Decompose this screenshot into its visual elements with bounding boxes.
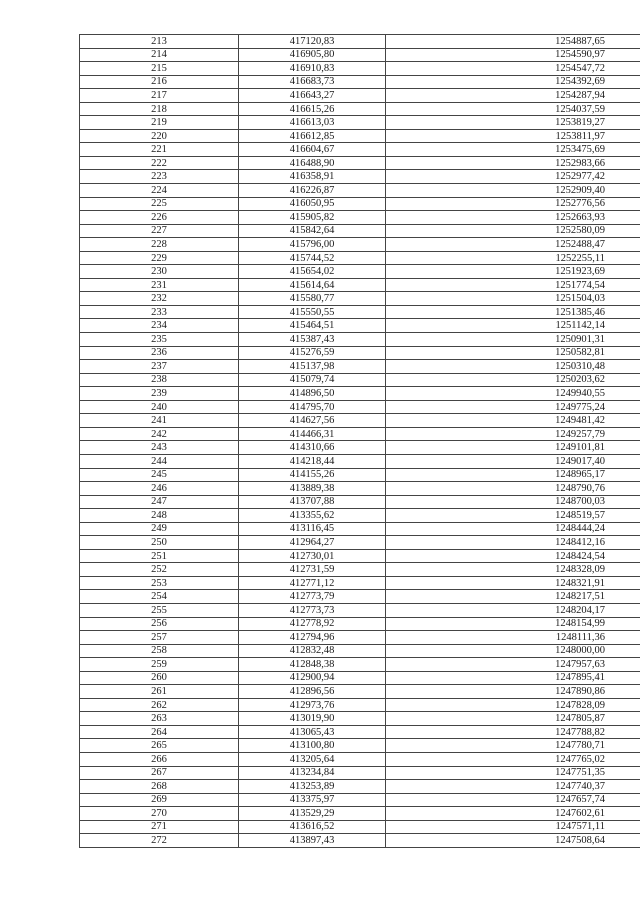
x-coordinate-cell: 412900,94 (239, 671, 386, 685)
x-coordinate-cell: 412794,96 (239, 631, 386, 645)
x-coordinate-cell: 413375,97 (239, 793, 386, 807)
point-number-cell: 269 (80, 793, 239, 807)
point-number-cell: 271 (80, 820, 239, 834)
point-number-cell: 255 (80, 603, 239, 617)
point-number-cell: 234 (80, 319, 239, 333)
point-number-cell: 226 (80, 211, 239, 225)
y-coordinate-cell: 1247890,86 (386, 685, 640, 699)
y-coordinate-cell: 1247508,64 (386, 834, 640, 848)
y-coordinate-cell: 1249775,24 (386, 400, 640, 414)
x-coordinate-cell: 416604,67 (239, 143, 386, 157)
point-number-cell: 272 (80, 834, 239, 848)
point-number-cell: 250 (80, 536, 239, 550)
table-row (80, 333, 640, 347)
table-row (80, 739, 640, 753)
x-coordinate-cell: 416488,90 (239, 156, 386, 170)
x-coordinate-cell: 412848,38 (239, 658, 386, 672)
table-row (80, 319, 640, 333)
table-row (80, 35, 640, 49)
point-number-cell: 268 (80, 780, 239, 794)
table-row (80, 129, 640, 143)
table-row (80, 522, 640, 536)
point-number-cell: 244 (80, 454, 239, 468)
point-number-cell: 242 (80, 427, 239, 441)
x-coordinate-cell: 412832,48 (239, 644, 386, 658)
point-number-cell: 267 (80, 766, 239, 780)
point-number-cell: 230 (80, 265, 239, 279)
x-coordinate-cell: 414896,50 (239, 387, 386, 401)
y-coordinate-cell: 1249017,40 (386, 454, 640, 468)
y-coordinate-cell: 1250582,81 (386, 346, 640, 360)
point-number-cell: 215 (80, 62, 239, 76)
x-coordinate-cell: 413616,52 (239, 820, 386, 834)
point-number-cell: 248 (80, 509, 239, 523)
x-coordinate-cell: 412973,76 (239, 698, 386, 712)
y-coordinate-cell: 1254037,59 (386, 102, 640, 116)
table-row (80, 685, 640, 699)
y-coordinate-cell: 1247740,37 (386, 780, 640, 794)
table-row (80, 766, 640, 780)
point-number-cell: 216 (80, 75, 239, 89)
table-row (80, 387, 640, 401)
point-number-cell: 260 (80, 671, 239, 685)
y-coordinate-cell: 1251142,14 (386, 319, 640, 333)
y-coordinate-cell: 1251385,46 (386, 305, 640, 319)
table-row (80, 712, 640, 726)
point-number-cell: 238 (80, 373, 239, 387)
y-coordinate-cell: 1248700,03 (386, 495, 640, 509)
y-coordinate-cell: 1252255,11 (386, 251, 640, 265)
table-row (80, 482, 640, 496)
table-row (80, 400, 640, 414)
x-coordinate-cell: 416683,73 (239, 75, 386, 89)
point-number-cell: 241 (80, 414, 239, 428)
table-row (80, 617, 640, 631)
y-coordinate-cell: 1247828,09 (386, 698, 640, 712)
table-row (80, 373, 640, 387)
table-row (80, 102, 640, 116)
table-row (80, 725, 640, 739)
table-row (80, 631, 640, 645)
x-coordinate-cell: 415387,43 (239, 333, 386, 347)
x-coordinate-cell: 413234,84 (239, 766, 386, 780)
y-coordinate-cell: 1249481,42 (386, 414, 640, 428)
point-number-cell: 270 (80, 807, 239, 821)
table-row (80, 89, 640, 103)
y-coordinate-cell: 1248154,99 (386, 617, 640, 631)
table-row (80, 346, 640, 360)
x-coordinate-cell: 412778,92 (239, 617, 386, 631)
y-coordinate-cell: 1250901,31 (386, 333, 640, 347)
x-coordinate-cell: 415464,51 (239, 319, 386, 333)
point-number-cell: 247 (80, 495, 239, 509)
table-row (80, 251, 640, 265)
x-coordinate-cell: 416615,26 (239, 102, 386, 116)
point-number-cell: 235 (80, 333, 239, 347)
x-coordinate-cell: 412896,56 (239, 685, 386, 699)
x-coordinate-cell: 413897,43 (239, 834, 386, 848)
point-number-cell: 258 (80, 644, 239, 658)
x-coordinate-cell: 413707,88 (239, 495, 386, 509)
point-number-cell: 237 (80, 360, 239, 374)
x-coordinate-cell: 412773,73 (239, 603, 386, 617)
y-coordinate-cell: 1247765,02 (386, 752, 640, 766)
x-coordinate-cell: 415796,00 (239, 238, 386, 252)
y-coordinate-cell: 1252488,47 (386, 238, 640, 252)
y-coordinate-cell: 1248321,91 (386, 576, 640, 590)
table-row (80, 698, 640, 712)
y-coordinate-cell: 1248111,36 (386, 631, 640, 645)
x-coordinate-cell: 415550,55 (239, 305, 386, 319)
y-coordinate-cell: 1247780,71 (386, 739, 640, 753)
table-row (80, 184, 640, 198)
x-coordinate-cell: 413116,45 (239, 522, 386, 536)
x-coordinate-cell: 416050,95 (239, 197, 386, 211)
point-number-cell: 219 (80, 116, 239, 130)
x-coordinate-cell: 413019,90 (239, 712, 386, 726)
point-number-cell: 251 (80, 549, 239, 563)
point-number-cell: 264 (80, 725, 239, 739)
x-coordinate-cell: 415137,98 (239, 360, 386, 374)
x-coordinate-cell: 415744,52 (239, 251, 386, 265)
point-number-cell: 233 (80, 305, 239, 319)
y-coordinate-cell: 1248965,17 (386, 468, 640, 482)
x-coordinate-cell: 412771,12 (239, 576, 386, 590)
x-coordinate-cell: 413253,89 (239, 780, 386, 794)
y-coordinate-cell: 1254287,94 (386, 89, 640, 103)
x-coordinate-cell: 413065,43 (239, 725, 386, 739)
x-coordinate-cell: 415580,77 (239, 292, 386, 306)
table-row (80, 292, 640, 306)
point-number-cell: 261 (80, 685, 239, 699)
point-number-cell: 214 (80, 48, 239, 62)
point-number-cell: 263 (80, 712, 239, 726)
table-row (80, 603, 640, 617)
point-number-cell: 249 (80, 522, 239, 536)
table-row (80, 224, 640, 238)
table-row (80, 509, 640, 523)
point-number-cell: 227 (80, 224, 239, 238)
table-row (80, 536, 640, 550)
x-coordinate-cell: 415654,02 (239, 265, 386, 279)
x-coordinate-cell: 414310,66 (239, 441, 386, 455)
table-row (80, 807, 640, 821)
table-row (80, 48, 640, 62)
table-row (80, 414, 640, 428)
table-row (80, 780, 640, 794)
point-number-cell: 232 (80, 292, 239, 306)
y-coordinate-cell: 1248424,54 (386, 549, 640, 563)
point-number-cell: 262 (80, 698, 239, 712)
point-number-cell: 256 (80, 617, 239, 631)
point-number-cell: 218 (80, 102, 239, 116)
point-number-cell: 257 (80, 631, 239, 645)
point-number-cell: 221 (80, 143, 239, 157)
x-coordinate-cell: 416358,91 (239, 170, 386, 184)
table-row (80, 197, 640, 211)
y-coordinate-cell: 1248412,16 (386, 536, 640, 550)
x-coordinate-cell: 415842,64 (239, 224, 386, 238)
y-coordinate-cell: 1249257,79 (386, 427, 640, 441)
x-coordinate-cell: 413889,38 (239, 482, 386, 496)
point-number-cell: 259 (80, 658, 239, 672)
point-number-cell: 265 (80, 739, 239, 753)
x-coordinate-cell: 415079,74 (239, 373, 386, 387)
point-number-cell: 254 (80, 590, 239, 604)
y-coordinate-cell: 1248790,76 (386, 482, 640, 496)
y-coordinate-cell: 1249101,81 (386, 441, 640, 455)
x-coordinate-cell: 416643,27 (239, 89, 386, 103)
point-number-cell: 223 (80, 170, 239, 184)
y-coordinate-cell: 1253819,27 (386, 116, 640, 130)
table-row (80, 576, 640, 590)
table-row (80, 671, 640, 685)
x-coordinate-cell: 412773,79 (239, 590, 386, 604)
coordinates-table (79, 34, 640, 848)
x-coordinate-cell: 412730,01 (239, 549, 386, 563)
x-coordinate-cell: 415614,64 (239, 278, 386, 292)
table-row (80, 62, 640, 76)
y-coordinate-cell: 1250203,62 (386, 373, 640, 387)
table-row (80, 143, 640, 157)
y-coordinate-cell: 1252663,93 (386, 211, 640, 225)
point-number-cell: 252 (80, 563, 239, 577)
table-row (80, 793, 640, 807)
point-number-cell: 222 (80, 156, 239, 170)
x-coordinate-cell: 416226,87 (239, 184, 386, 198)
x-coordinate-cell: 415905,82 (239, 211, 386, 225)
y-coordinate-cell: 1251504,03 (386, 292, 640, 306)
table-row (80, 441, 640, 455)
x-coordinate-cell: 414218,44 (239, 454, 386, 468)
y-coordinate-cell: 1252776,56 (386, 197, 640, 211)
point-number-cell: 240 (80, 400, 239, 414)
x-coordinate-cell: 416910,83 (239, 62, 386, 76)
x-coordinate-cell: 412731,59 (239, 563, 386, 577)
x-coordinate-cell: 416612,85 (239, 129, 386, 143)
table-row (80, 590, 640, 604)
x-coordinate-cell: 414466,31 (239, 427, 386, 441)
table-row (80, 752, 640, 766)
table-row (80, 495, 640, 509)
y-coordinate-cell: 1247895,41 (386, 671, 640, 685)
x-coordinate-cell: 416613,03 (239, 116, 386, 130)
table-row (80, 116, 640, 130)
table-row (80, 834, 640, 848)
table-row (80, 170, 640, 184)
table-row (80, 468, 640, 482)
table-row (80, 305, 640, 319)
point-number-cell: 213 (80, 35, 239, 49)
y-coordinate-cell: 1248328,09 (386, 563, 640, 577)
point-number-cell: 224 (80, 184, 239, 198)
point-number-cell: 243 (80, 441, 239, 455)
y-coordinate-cell: 1247957,63 (386, 658, 640, 672)
point-number-cell: 228 (80, 238, 239, 252)
point-number-cell: 266 (80, 752, 239, 766)
table-row (80, 360, 640, 374)
y-coordinate-cell: 1249940,55 (386, 387, 640, 401)
y-coordinate-cell: 1248444,24 (386, 522, 640, 536)
x-coordinate-cell: 414795,70 (239, 400, 386, 414)
x-coordinate-cell: 414627,56 (239, 414, 386, 428)
y-coordinate-cell: 1253475,69 (386, 143, 640, 157)
coordinates-table-body (80, 35, 640, 848)
point-number-cell: 246 (80, 482, 239, 496)
point-number-cell: 225 (80, 197, 239, 211)
y-coordinate-cell: 1253811,97 (386, 129, 640, 143)
y-coordinate-cell: 1248204,17 (386, 603, 640, 617)
table-row (80, 454, 640, 468)
table-row (80, 265, 640, 279)
table-row (80, 75, 640, 89)
y-coordinate-cell: 1247571,11 (386, 820, 640, 834)
y-coordinate-cell: 1247602,61 (386, 807, 640, 821)
table-row (80, 549, 640, 563)
point-number-cell: 231 (80, 278, 239, 292)
x-coordinate-cell: 415276,59 (239, 346, 386, 360)
x-coordinate-cell: 412964,27 (239, 536, 386, 550)
table-row (80, 278, 640, 292)
y-coordinate-cell: 1248000,00 (386, 644, 640, 658)
y-coordinate-cell: 1252983,66 (386, 156, 640, 170)
point-number-cell: 236 (80, 346, 239, 360)
x-coordinate-cell: 413100,80 (239, 739, 386, 753)
point-number-cell: 217 (80, 89, 239, 103)
table-row (80, 211, 640, 225)
y-coordinate-cell: 1247788,82 (386, 725, 640, 739)
y-coordinate-cell: 1247751,35 (386, 766, 640, 780)
y-coordinate-cell: 1254887,65 (386, 35, 640, 49)
y-coordinate-cell: 1247657,74 (386, 793, 640, 807)
table-row (80, 644, 640, 658)
table-row (80, 238, 640, 252)
table-row (80, 658, 640, 672)
y-coordinate-cell: 1248217,51 (386, 590, 640, 604)
table-row (80, 156, 640, 170)
y-coordinate-cell: 1254590,97 (386, 48, 640, 62)
point-number-cell: 229 (80, 251, 239, 265)
point-number-cell: 239 (80, 387, 239, 401)
y-coordinate-cell: 1254547,72 (386, 62, 640, 76)
y-coordinate-cell: 1252909,40 (386, 184, 640, 198)
y-coordinate-cell: 1251774,54 (386, 278, 640, 292)
y-coordinate-cell: 1254392,69 (386, 75, 640, 89)
y-coordinate-cell: 1247805,87 (386, 712, 640, 726)
point-number-cell: 245 (80, 468, 239, 482)
point-number-cell: 253 (80, 576, 239, 590)
y-coordinate-cell: 1251923,69 (386, 265, 640, 279)
y-coordinate-cell: 1252580,09 (386, 224, 640, 238)
y-coordinate-cell: 1252977,42 (386, 170, 640, 184)
x-coordinate-cell: 416905,80 (239, 48, 386, 62)
x-coordinate-cell: 417120,83 (239, 35, 386, 49)
x-coordinate-cell: 413529,29 (239, 807, 386, 821)
x-coordinate-cell: 414155,26 (239, 468, 386, 482)
point-number-cell: 220 (80, 129, 239, 143)
table-row (80, 563, 640, 577)
x-coordinate-cell: 413205,64 (239, 752, 386, 766)
y-coordinate-cell: 1248519,57 (386, 509, 640, 523)
y-coordinate-cell: 1250310,48 (386, 360, 640, 374)
x-coordinate-cell: 413355,62 (239, 509, 386, 523)
table-row (80, 427, 640, 441)
table-row (80, 820, 640, 834)
